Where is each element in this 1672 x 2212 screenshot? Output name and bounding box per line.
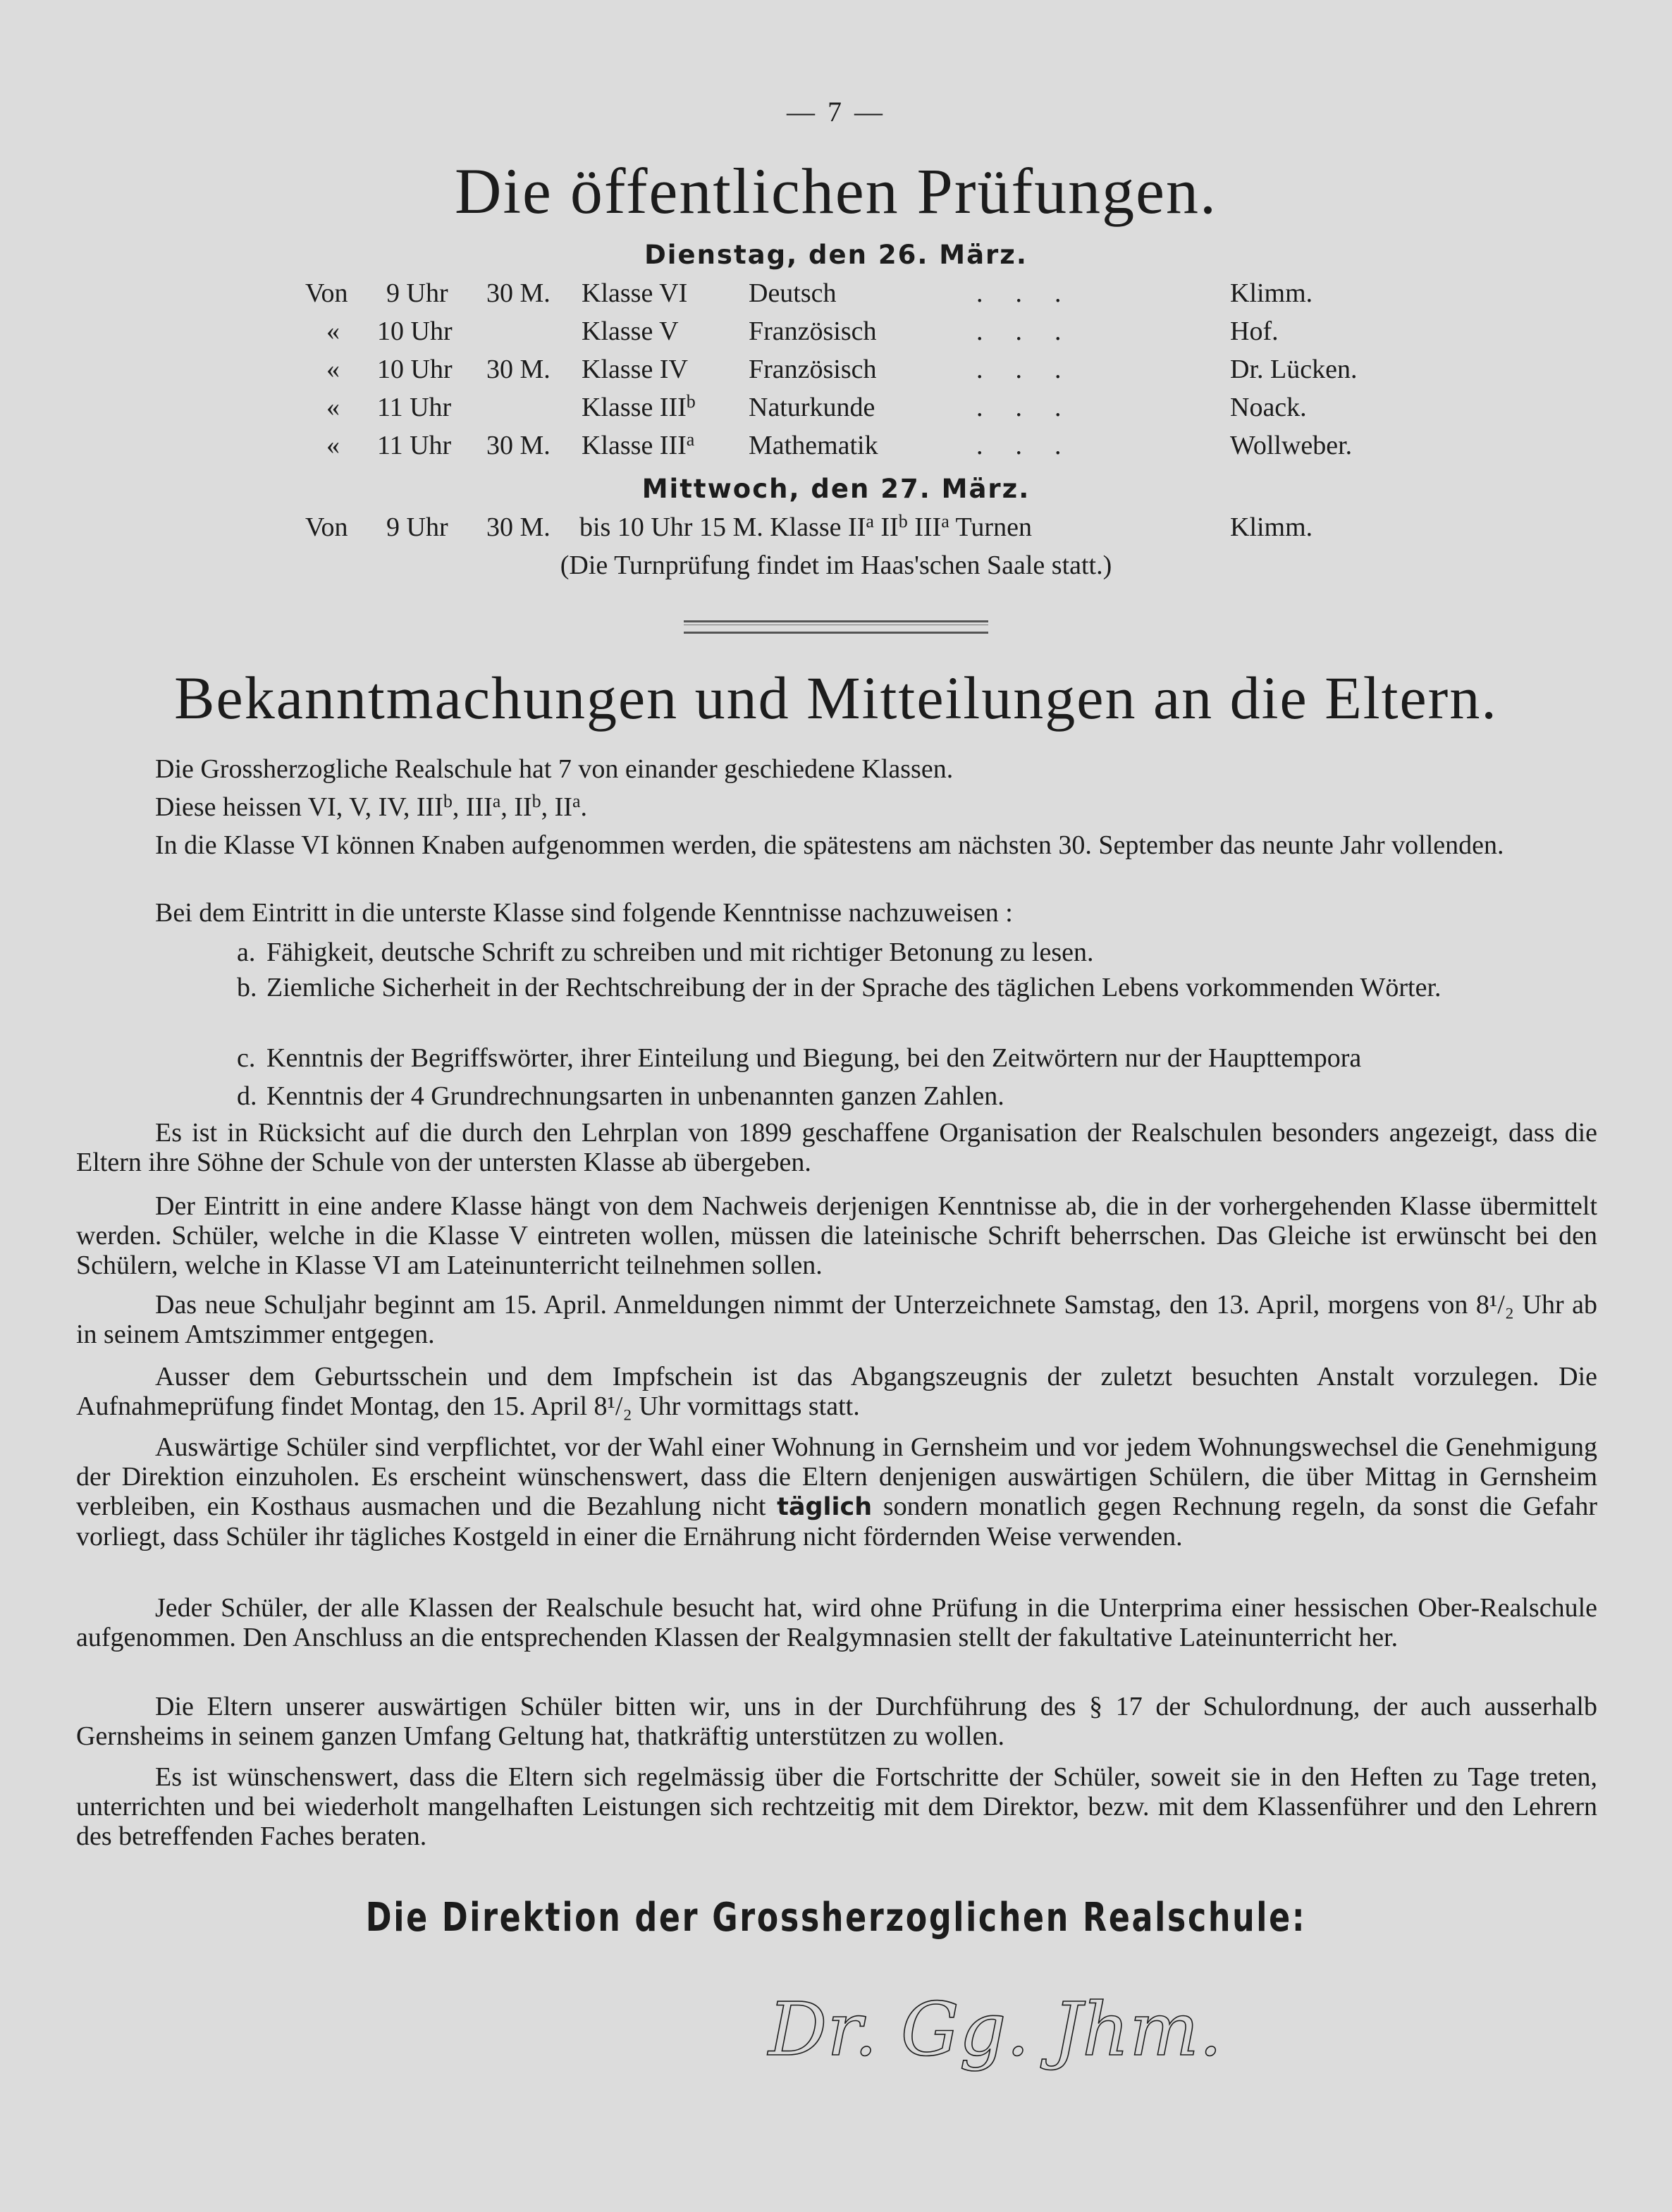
row-hour: 11 Uhr (377, 431, 452, 460)
row-hour: 11 Uhr (377, 393, 452, 422)
paragraph: Die Grossherzogliche Realschule hat 7 von einander geschiedene Klassen. (155, 754, 954, 784)
day2-heading: Mittwoch, den 27. März. (641, 474, 1031, 504)
row-minute: 30 M. (486, 431, 551, 460)
row-teacher: Wollweber. (1230, 431, 1353, 460)
row-klasse: Klasse IV (582, 355, 688, 384)
list-item: b. Ziemliche Sicherheit in der Rechtschreibung der in der Sprache des täglichen Lebens vorkommenden Wörter. (237, 973, 1442, 1002)
signature-text: Dr. Gg. Jhm. (768, 1986, 1222, 2072)
paragraph: In die Klasse VI können Knaben aufgenommen werden, die spätestens am nächsten 30. September das neunte Jahr vollenden. (155, 830, 1504, 860)
row-von: Von (305, 512, 348, 542)
emphasis-taeglich: täglich (777, 1493, 873, 1521)
row-subject: Mathematik (749, 431, 878, 460)
row-von: Von (305, 278, 348, 308)
row-dots: ... (976, 278, 1094, 308)
row-span: bis 10 Uhr 15 M. Klasse $II^a$ $II^b$ III$^a$ Turnen (579, 511, 1032, 542)
row-dots: ... (976, 317, 1094, 346)
schedule-row (0, 392, 1672, 427)
row-von: « (326, 355, 340, 384)
row-teacher: Klimm. (1230, 512, 1313, 542)
gym-exam-row (0, 512, 1672, 547)
row-teacher: Noack. (1230, 393, 1307, 422)
row-minute: 30 M. (486, 355, 551, 384)
row-teacher: Klimm. (1230, 278, 1313, 308)
row-hour: 9 Uhr (386, 512, 448, 542)
section-divider (684, 620, 988, 634)
page-number: — 7 — (787, 96, 885, 128)
row-minute: 30 M. (486, 512, 551, 542)
paragraph: Das neue Schuljahr beginnt am 15. April. Anmeldungen nimmt der Unterzeichnete Samstag, den 13. April, morgens von 8¹/₂ Uhr ab in seinem Amtszimmer entgegen. (76, 1290, 1597, 1349)
schedule-row (0, 316, 1672, 351)
day1-heading: Dienstag, den 26. März. (644, 240, 1028, 270)
paragraph: Die Eltern unserer auswärtigen Schüler bitten wir, uns in der Durchführung des § 17 der Schulordnung, der auch ausserhalb Gernsheims in seinem ganzen Umfang Geltung hat, thatkräftig unterstützen zu wollen. (76, 1692, 1597, 1751)
row-klasse: Klasse III$^a$ (582, 429, 695, 460)
row-subject: Naturkunde (749, 393, 875, 422)
row-subject: Französisch (749, 355, 877, 384)
row-hour: 10 Uhr (377, 355, 453, 384)
list-item: c. Kenntnis der Begriffswörter, ihrer Einteilung und Biegung, bei den Zeitwörtern nur der Haupttempora (237, 1043, 1362, 1073)
exam-section-title: Die öffentlichen Prüfungen. (455, 155, 1217, 227)
paragraph: Auswärtige Schüler sind verpflichtet, vor der Wahl einer Wohnung in Gernsheim und vor jedem Wohnungswechsel die Genehmigung der Direktion einzuholen. Es erscheint wünschenswert, dass die Eltern denjenigen auswärtigen Schülern, die über Mittag in Gernsheim verbleiben, ein Kosthaus ausmachen und die Bezahlung nicht täglich sondern monatlich gegen Rechnung regeln, da sonst die Gefahr vorliegt, dass Schüler ihr tägliches Kostgeld in einer die Ernährung nicht fördernden Weise verwenden. (76, 1432, 1597, 1552)
row-von: « (326, 431, 340, 460)
paragraph: Diese heissen VI, V, IV, III$^b$, III$^a$, $II^b$, $II^a$. (155, 791, 588, 822)
gym-exam-note: (Die Turnprüfung findet im Haas'schen Saale statt.) (560, 551, 1112, 580)
row-subject: Deutsch (749, 278, 837, 308)
row-teacher: Dr. Lücken. (1230, 355, 1358, 384)
paragraph: Es ist wünschenswert, dass die Eltern sich regelmässig über die Fortschritte der Schüler, soweit sie in den Heften zu Tage treten, unterrichten und bei wiederholt mangelhaften Leistungen sich rechtzeitig mit dem Direktor, bezw. mit dem Klassenführer und den Lehrern des betreffenden Faches beraten. (76, 1762, 1597, 1851)
row-hour: 10 Uhr (377, 317, 453, 346)
row-klasse: Klasse III$^b$ (582, 391, 696, 422)
schedule-row (0, 430, 1672, 465)
paragraph: Ausser dem Geburtsschein und dem Impfschein ist das Abgangszeugnis der zuletzt besuchten Anstalt vorzulegen. Die Aufnahmeprüfung findet Montag, den 15. April 8¹/₂ Uhr vormittags statt. (76, 1362, 1597, 1421)
row-dots: ... (976, 431, 1094, 460)
paragraph: Jeder Schüler, der alle Klassen der Realschule besucht hat, wird ohne Prüfung in die Unterprima einer hessischen Ober-Realschule aufgenommen. Den Anschluss an die entsprechenden Klassen der Realgymnasien stellt der fakultative Lateinunterricht her. (76, 1593, 1597, 1652)
paragraph: Der Eintritt in eine andere Klasse hängt von dem Nachweis derjenigen Kenntnisse ab, die in der vorhergehenden Klasse übermittelt werden. Schüler, welche in die Klasse V eintreten wollen, müssen die lateinische Schrift beherrschen. Das Gleiche ist erwünscht bei den Schülern, welche in Klasse VI am Lateinunterricht teilnehmen sollen. (76, 1191, 1597, 1280)
row-dots: ... (976, 393, 1094, 422)
row-subject: Französisch (749, 317, 877, 346)
row-dots: ... (976, 355, 1094, 384)
row-klasse: Klasse V (582, 317, 679, 346)
direction-signature-line: Die Direktion der Grossherzoglichen Realschule: (365, 1895, 1307, 1941)
row-minute: 30 M. (486, 278, 551, 308)
schedule-row (0, 278, 1672, 313)
schedule-row (0, 354, 1672, 389)
row-klasse: Klasse VI (582, 278, 688, 308)
paragraph: Es ist in Rücksicht auf die durch den Lehrplan von 1899 geschaffene Organisation der Realschulen besonders angezeigt, dass die Eltern ihre Söhne der Schule von der untersten Klasse ab übergeben. (76, 1118, 1597, 1177)
row-von: « (326, 317, 340, 346)
list-item: d. Kenntnis der 4 Grundrechnungsarten in unbenannten ganzen Zahlen. (237, 1081, 1004, 1111)
row-von: « (326, 393, 340, 422)
row-teacher: Hof. (1230, 317, 1279, 346)
notice-section-title: Bekanntmachungen und Mitteilungen an die Eltern. (174, 664, 1498, 732)
handwritten-signature (761, 1977, 1297, 2076)
paragraph: Bei dem Eintritt in die unterste Klasse sind folgende Kenntnisse nachzuweisen : (155, 898, 1013, 928)
list-item: a. Fähigkeit, deutsche Schrift zu schreiben und mit richtiger Betonung zu lesen. (237, 938, 1094, 967)
row-hour: 9 Uhr (386, 278, 448, 308)
